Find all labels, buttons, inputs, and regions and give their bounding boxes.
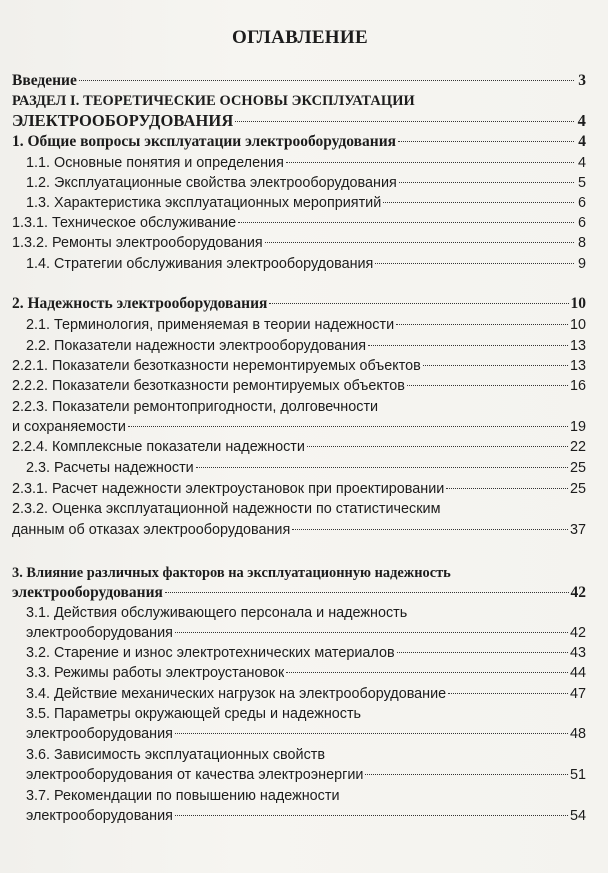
entry-text: 2.2.1. Показатели безотказности неремонтируемых объектов bbox=[12, 358, 421, 374]
toc-entry-3-6-line1: 3.6. Зависимость эксплуатационных свойств bbox=[26, 747, 325, 763]
dot-leader bbox=[269, 303, 568, 304]
entry-text: электрооборудования bbox=[26, 625, 173, 641]
entry-text: 1.3.2. Ремонты электрооборудования bbox=[12, 235, 263, 251]
entry-text: 1. Общие вопросы эксплуатации электрооборудования bbox=[12, 133, 397, 150]
entry-page: 43 bbox=[569, 645, 586, 661]
entry-page: 6 bbox=[577, 215, 586, 231]
entry-page: 25 bbox=[569, 481, 586, 497]
dot-leader bbox=[446, 488, 568, 489]
toc-entry-3-2[interactable] bbox=[26, 643, 586, 663]
entry-page: 10 bbox=[569, 317, 586, 333]
toc-entry-3-7-line1: 3.7. Рекомендации по повышению надежности bbox=[26, 788, 340, 804]
entry-page: 13 bbox=[569, 338, 586, 354]
entry-page: 8 bbox=[577, 235, 586, 251]
entry-page: 4 bbox=[578, 133, 586, 150]
toc-entry-2-2[interactable] bbox=[26, 336, 586, 356]
entry-text: 1.3. Характеристика эксплуатационных мероприятий bbox=[26, 195, 382, 211]
dot-leader bbox=[292, 529, 568, 530]
toc-entry-3-5[interactable] bbox=[26, 724, 586, 744]
entry-text: 1.1. Основные понятия и определения bbox=[26, 155, 284, 171]
toc-entry-2-2-1[interactable] bbox=[12, 356, 586, 376]
toc-section-line1: РАЗДЕЛ I. ТЕОРЕТИЧЕСКИЕ ОСНОВЫ ЭКСПЛУАТАЦИИ bbox=[12, 93, 415, 109]
dot-leader bbox=[286, 162, 574, 163]
toc-entry-1-2[interactable] bbox=[26, 173, 586, 193]
entry-text: 3.3. Режимы работы электроустановок bbox=[26, 665, 285, 681]
toc-entry-2-2-2[interactable] bbox=[12, 376, 586, 396]
dot-leader bbox=[238, 222, 574, 223]
toc-title: ОГЛАВЛЕНИЕ bbox=[232, 27, 368, 48]
entry-page: 42 bbox=[570, 584, 586, 601]
dot-leader bbox=[397, 652, 568, 653]
toc-entry-2-2-3[interactable] bbox=[12, 417, 586, 437]
entry-page: 6 bbox=[577, 195, 586, 211]
toc-entry-1-3-1[interactable] bbox=[12, 213, 586, 233]
dot-leader bbox=[196, 467, 568, 468]
toc-entry-2-3-2-line1: 2.3.2. Оценка эксплуатационной надежности по статистическим bbox=[12, 501, 441, 517]
dot-leader bbox=[175, 733, 568, 734]
entry-page: 10 bbox=[570, 295, 586, 312]
dot-leader bbox=[375, 263, 574, 264]
entry-text: ЭЛЕКТРООБОРУДОВАНИЯ bbox=[12, 111, 234, 130]
entry-page: 54 bbox=[569, 808, 586, 824]
entry-text: электрооборудования bbox=[12, 584, 163, 601]
toc-chapter-3-line1: 3. Влияние различных факторов на эксплуатационную надежность bbox=[12, 565, 451, 581]
entry-text: 2.1. Терминология, применяемая в теории надежности bbox=[26, 317, 395, 333]
toc-entry-2-3-2[interactable] bbox=[12, 520, 586, 540]
entry-text: данным об отказах электрооборудования bbox=[12, 522, 291, 538]
entry-text: 3.4. Действие механических нагрузок на электрооборудование bbox=[26, 686, 447, 702]
toc-entry-3-5-line1: 3.5. Параметры окружающей среды и надежность bbox=[26, 706, 362, 722]
dot-leader bbox=[399, 182, 574, 183]
toc-entry-1-1[interactable] bbox=[26, 153, 586, 173]
toc-entry-3-1-line1: 3.1. Действия обслуживающего персонала и надежность bbox=[26, 605, 408, 621]
entry-page: 22 bbox=[569, 439, 586, 455]
toc-entry-3-3[interactable] bbox=[26, 663, 586, 683]
entry-text: 2.2.4. Комплексные показатели надежности bbox=[12, 439, 305, 455]
entry-page: 42 bbox=[569, 625, 586, 641]
dot-leader bbox=[368, 345, 568, 346]
dot-leader bbox=[396, 324, 568, 325]
toc-entry-section-1[interactable] bbox=[12, 111, 586, 131]
entry-page: 16 bbox=[569, 378, 586, 394]
entry-text: 2.2. Показатели надежности электрооборудования bbox=[26, 338, 367, 354]
entry-page: 37 bbox=[569, 522, 586, 538]
dot-leader bbox=[448, 693, 568, 694]
dot-leader bbox=[407, 385, 568, 386]
dot-leader bbox=[423, 365, 568, 366]
entry-text: Введение bbox=[12, 72, 77, 89]
dot-leader bbox=[383, 202, 574, 203]
toc-entry-3-4[interactable] bbox=[26, 684, 586, 704]
entry-text: 1.4. Стратегии обслуживания электрооборудования bbox=[26, 256, 374, 272]
entry-page: 47 bbox=[569, 686, 586, 702]
entry-text: 2. Надежность электрооборудования bbox=[12, 295, 268, 312]
dot-leader bbox=[175, 815, 568, 816]
dot-leader bbox=[365, 774, 568, 775]
toc-entry-3-1[interactable] bbox=[26, 623, 586, 643]
entry-page: 51 bbox=[569, 767, 586, 783]
entry-text: 2.2.2. Показатели безотказности ремонтируемых объектов bbox=[12, 378, 405, 394]
dot-leader bbox=[307, 446, 568, 447]
dot-leader bbox=[165, 592, 569, 593]
toc-entry-3-7[interactable] bbox=[26, 806, 586, 826]
entry-text: 2.3. Расчеты надежности bbox=[26, 460, 194, 476]
dot-leader bbox=[79, 80, 574, 81]
dot-leader bbox=[175, 632, 568, 633]
entry-text: электрооборудования bbox=[26, 808, 173, 824]
toc-entry-1-3[interactable] bbox=[26, 193, 586, 213]
entry-page: 9 bbox=[577, 256, 586, 272]
toc-entry-1-4[interactable] bbox=[26, 254, 586, 274]
entry-page: 4 bbox=[577, 155, 586, 171]
entry-text: 2.3.1. Расчет надежности электроустановок при проектировании bbox=[12, 481, 445, 497]
dot-leader bbox=[265, 242, 574, 243]
entry-page: 44 bbox=[569, 665, 586, 681]
entry-page: 19 bbox=[569, 419, 586, 435]
entry-page: 4 bbox=[577, 111, 586, 130]
toc-entry-chapter-2[interactable] bbox=[12, 294, 586, 314]
toc-entry-2-3-1[interactable] bbox=[12, 479, 586, 499]
entry-text: 3.2. Старение и износ электротехнических материалов bbox=[26, 645, 395, 661]
dot-leader bbox=[235, 121, 574, 122]
toc-entry-introduction[interactable] bbox=[12, 71, 586, 91]
toc-entry-2-2-3-line1: 2.2.3. Показатели ремонтопригодности, долговечности bbox=[12, 399, 379, 415]
toc-entry-chapter-1[interactable] bbox=[12, 132, 586, 152]
toc-entry-2-3[interactable] bbox=[26, 458, 586, 478]
toc-entry-2-2-4[interactable] bbox=[12, 437, 586, 457]
entry-text: и сохраняемости bbox=[12, 419, 126, 435]
toc-entry-2-1[interactable] bbox=[26, 315, 586, 335]
entry-page: 48 bbox=[569, 726, 586, 742]
dot-leader bbox=[286, 672, 568, 673]
entry-page: 25 bbox=[569, 460, 586, 476]
dot-leader bbox=[128, 426, 568, 427]
toc-entry-chapter-3[interactable] bbox=[12, 583, 586, 603]
entry-text: электрооборудования bbox=[26, 726, 173, 742]
entry-text: 1.2. Эксплуатационные свойства электрооборудования bbox=[26, 175, 397, 191]
entry-text: электрооборудования от качества электроэнергии bbox=[26, 767, 364, 783]
entry-page: 5 bbox=[577, 175, 586, 191]
toc-entry-3-6[interactable] bbox=[26, 765, 586, 785]
dot-leader bbox=[398, 141, 574, 142]
toc-entry-1-3-2[interactable] bbox=[12, 233, 586, 253]
entry-page: 13 bbox=[569, 358, 586, 374]
entry-page: 3 bbox=[578, 72, 586, 89]
entry-text: 1.3.1. Техническое обслуживание bbox=[12, 215, 237, 231]
